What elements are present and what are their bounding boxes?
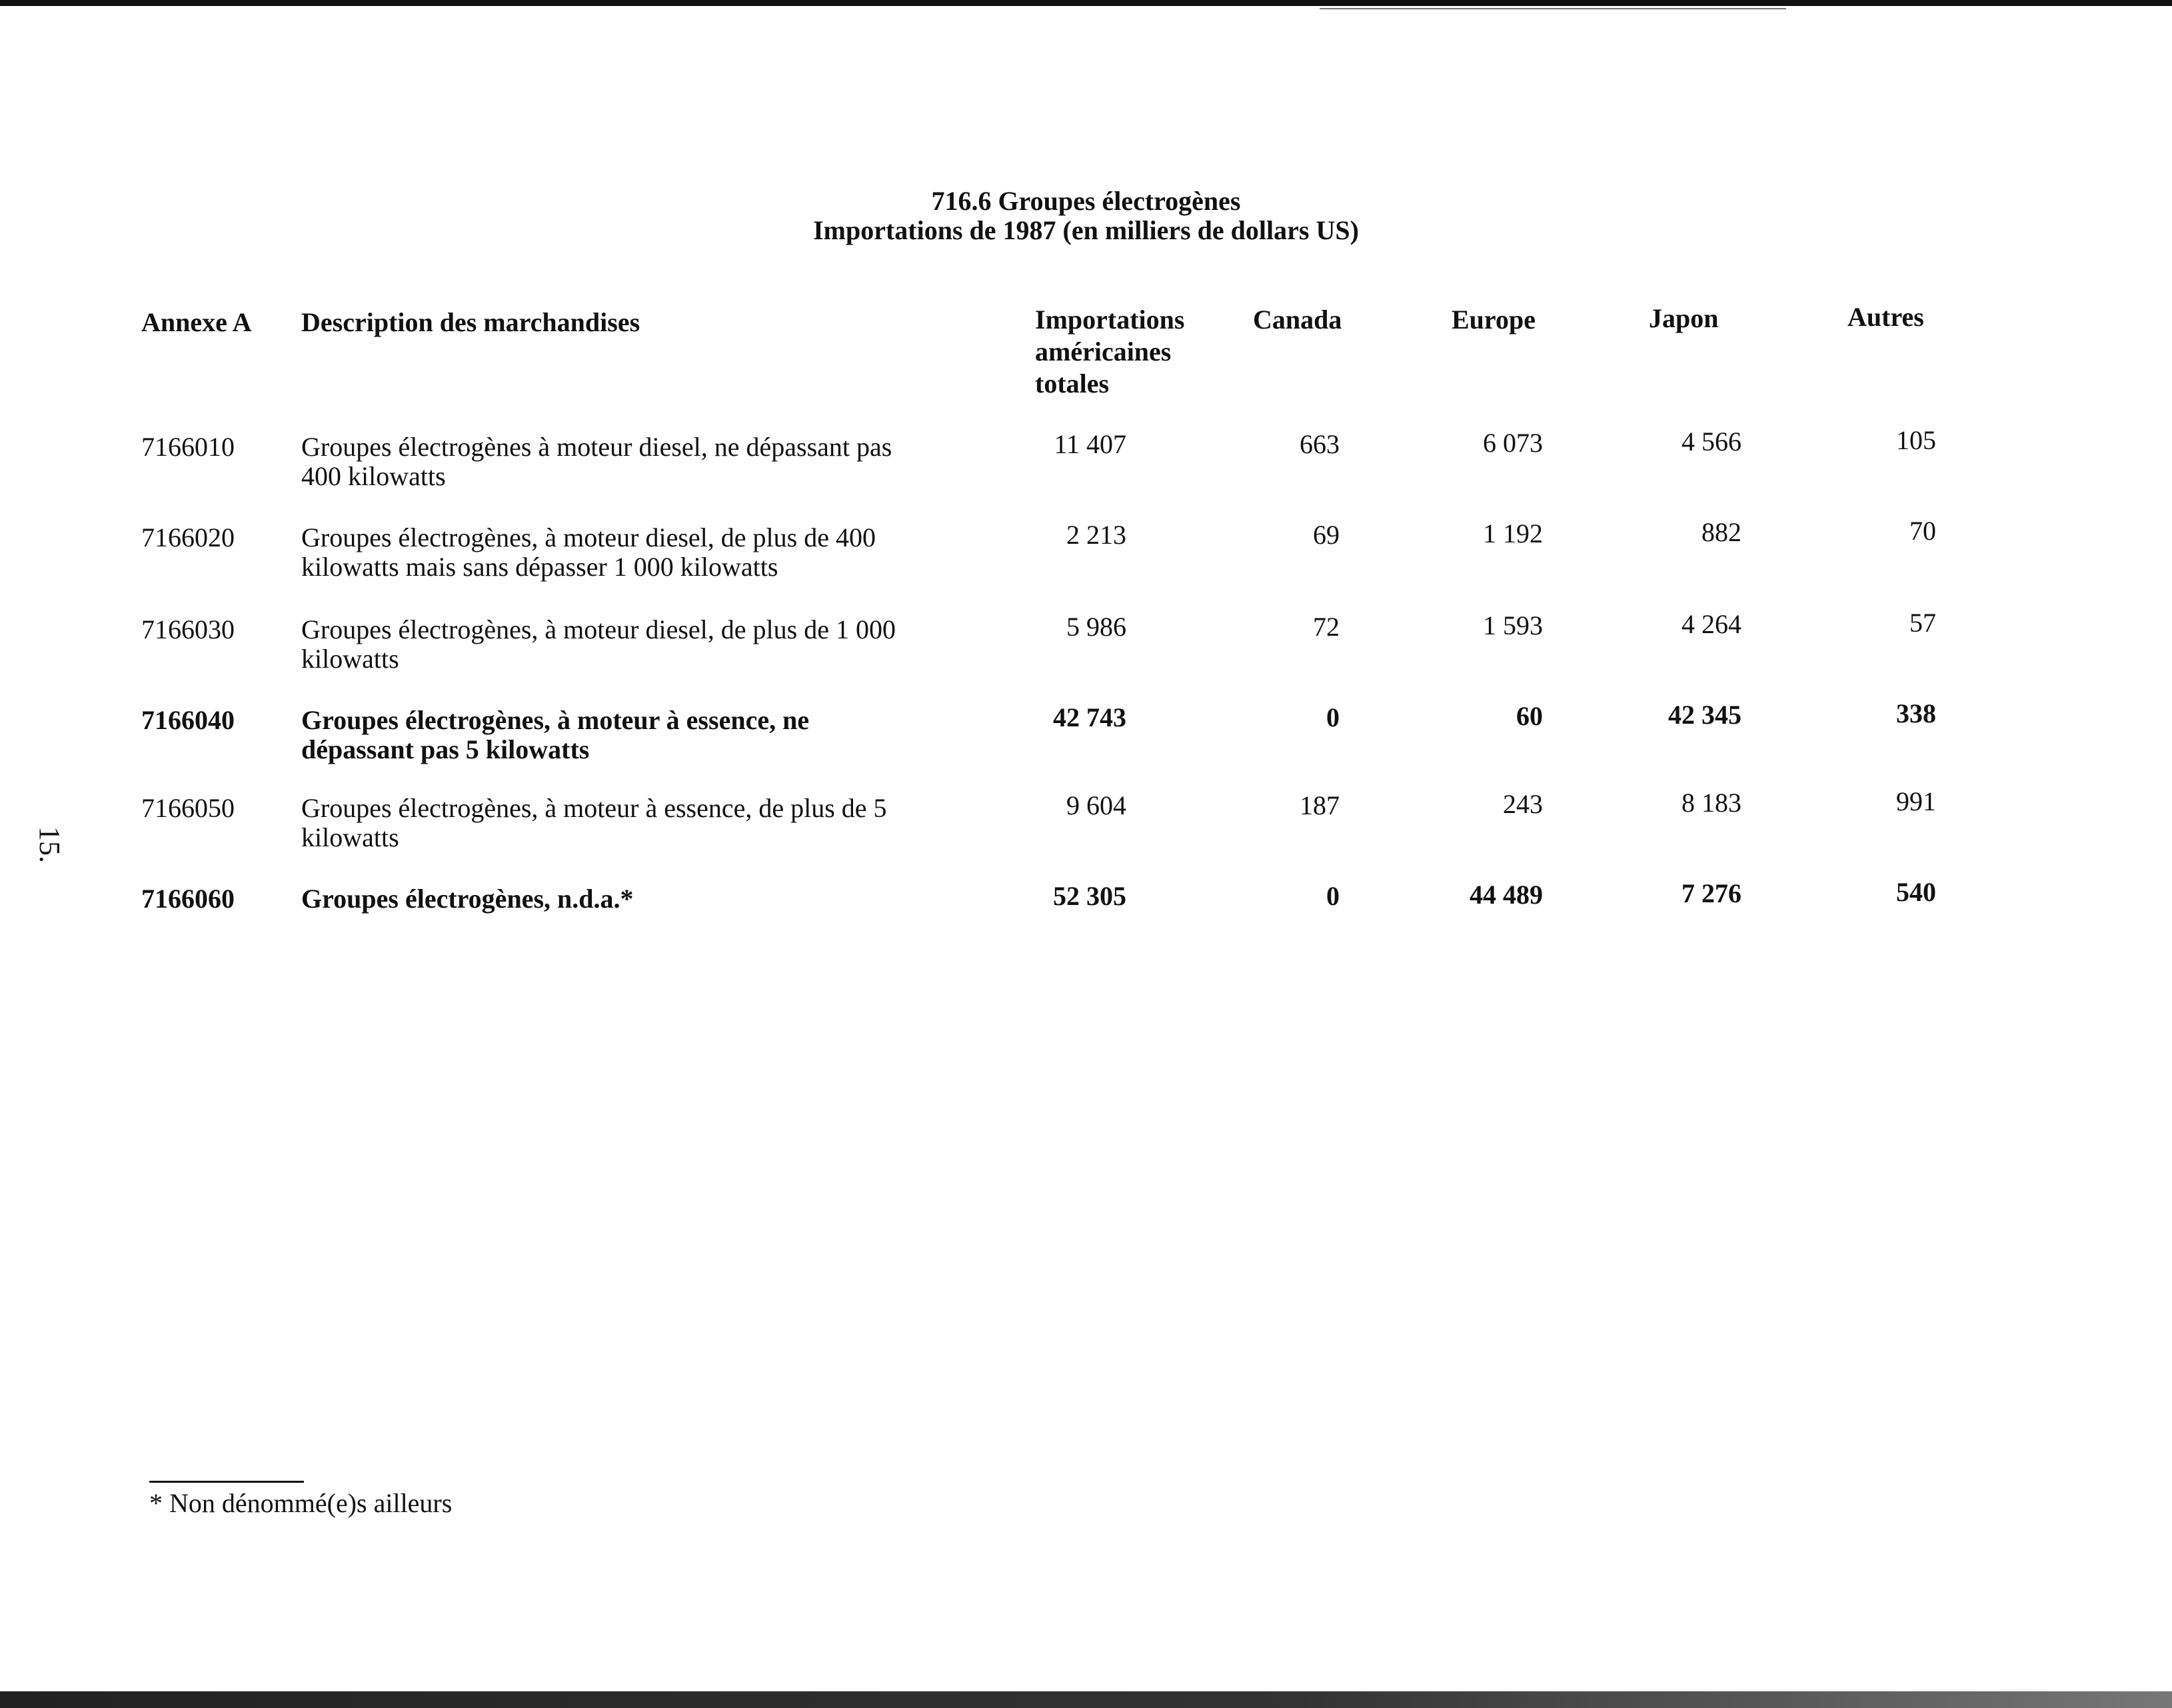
row-europe: 60 [1516,701,1543,731]
row-code: 7166040 [141,705,235,735]
row-europe: 1 192 [1483,518,1543,548]
row-description-line1: Groupes électrogènes, à moteur à essence, de plus de 5 [301,793,887,823]
row-europe: 44 489 [1470,880,1543,910]
row-description-line2: 400 kilowatts [301,461,446,491]
footnote-rule [149,1481,304,1483]
row-japon: 8 183 [1681,788,1741,818]
row-autres: 70 [1909,516,1936,546]
table-subtitle: Importations de 1987 (en milliers de dollars US) [813,215,1359,245]
page-number: 15. [33,826,66,863]
row-autres: 105 [1896,425,1936,455]
row-code: 7166030 [141,614,235,644]
row-japon: 42 345 [1668,700,1741,730]
row-total: 5 986 [1066,612,1126,642]
row-canada: 72 [1313,612,1340,642]
row-code: 7166020 [141,522,235,552]
row-japon: 4 566 [1681,427,1741,456]
row-code: 7166010 [141,432,235,462]
row-canada: 0 [1326,881,1340,911]
row-europe: 243 [1503,789,1543,819]
header-autres: Autres [1847,302,1924,332]
top-border-thin-rule [1320,8,1786,9]
row-japon: 7 276 [1681,878,1741,908]
row-japon: 882 [1701,517,1741,547]
row-description-line1: Groupes électrogènes, à moteur diesel, de plus de 1 000 [301,614,896,644]
row-code: 7166060 [141,884,235,914]
row-autres: 991 [1896,786,1936,816]
row-description-line1: Groupes électrogènes, à moteur à essence, ne [301,705,810,735]
header-canada: Canada [1253,305,1342,335]
row-description-line1: Groupes électrogènes, n.d.a.* [301,884,634,914]
row-total: 52 305 [1053,881,1126,911]
row-total: 9 604 [1066,790,1126,820]
header-description: Description des marchandises [301,307,640,337]
row-total: 42 743 [1053,702,1126,732]
header-japon: Japon [1649,303,1719,333]
bottom-border-rule [0,1691,2172,1708]
row-description-line2: dépassant pas 5 kilowatts [301,734,590,764]
header-total-line3: totales [1035,369,1110,399]
row-total: 11 407 [1054,429,1126,459]
header-total-line2: américaines [1035,337,1172,367]
row-total: 2 213 [1066,520,1126,550]
row-japon: 4 264 [1681,609,1741,639]
row-description-line2: kilowatts [301,644,399,674]
row-autres: 540 [1896,877,1936,907]
table-title: 716.6 Groupes électrogènes [931,186,1241,216]
row-canada: 0 [1326,702,1340,732]
row-description-line1: Groupes électrogènes, à moteur diesel, de plus de 400 [301,522,876,552]
row-description-line2: kilowatts [301,822,399,852]
header-annex: Annexe A [141,307,252,337]
header-total-line1: Importations [1035,305,1185,335]
footnote: * Non dénommé(e)s ailleurs [149,1488,453,1518]
top-border-rule [0,0,2172,6]
row-description-line2: kilowatts mais sans dépasser 1 000 kilowatts [301,552,778,582]
header-europe: Europe [1452,305,1536,335]
row-canada: 663 [1300,429,1340,459]
row-canada: 69 [1313,520,1340,550]
row-code: 7166050 [141,793,235,823]
row-description-line1: Groupes électrogènes à moteur diesel, ne dépassant pas [301,432,892,462]
row-canada: 187 [1300,790,1340,820]
row-europe: 6 073 [1483,428,1543,458]
row-europe: 1 593 [1483,610,1543,640]
row-autres: 57 [1909,608,1936,638]
row-autres: 338 [1896,698,1936,728]
